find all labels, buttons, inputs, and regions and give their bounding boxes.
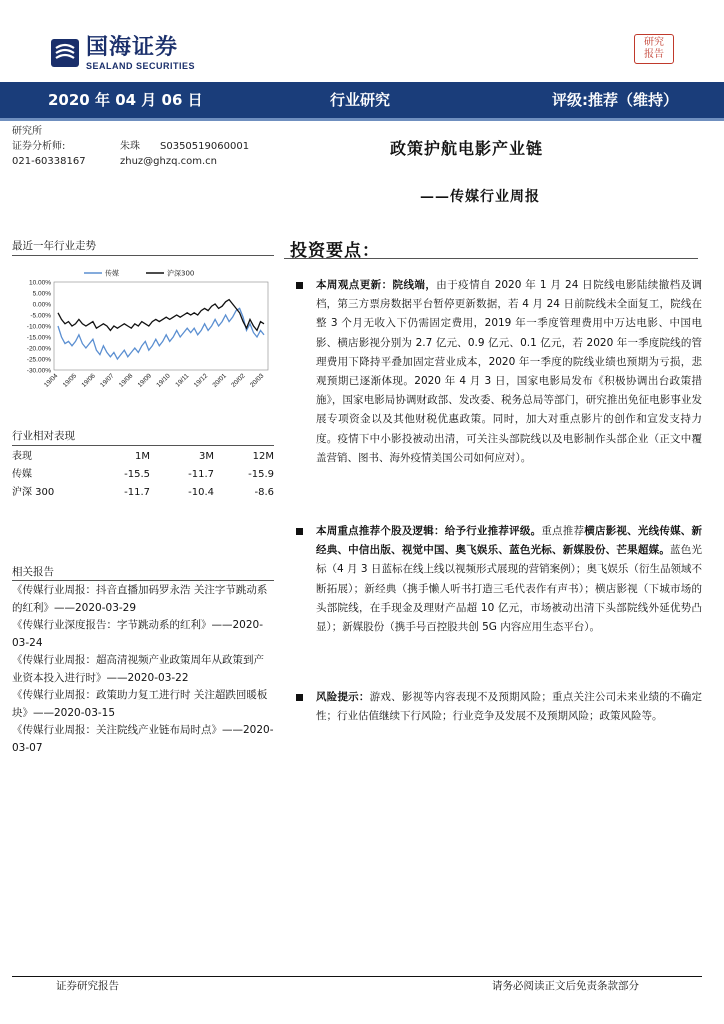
analyst-email[interactable]: zhuz@ghzq.com.cn xyxy=(120,156,218,167)
report-subtitle: ——传媒行业周报 xyxy=(420,189,540,205)
x-tick-label: 20/02 xyxy=(230,372,247,389)
picks-stocks: 横店影视、光线传媒、新经典、中信出版、视觉中国、奥飞娱乐、蓝色光标、新媒股份、芒果超媒。 xyxy=(316,525,703,557)
viewpoint-text: 由于疫情自 2020 年 1 月 24 日院线电影陆续撤档及调档，第三方票房数据平台暂停更新数据，若 4 月 24 日前院线未全面复工，院线在整 3 个月无收入下仍需固定费用，2019 年一季度管理费用中万达电影、中国电影、横店影视分别为 2.7 亿元、0.9 亿元、0.1 亿元，若 2020 年一季度院线的管理费用下降持平叠加固定营业成本，2020 年一季度的院线业绩也预期为亏损，悲观预期已逐渐体现。2020 年 4 月 3 日，国家电影局发布《积极协调出台政策措施》，国家电影局协调财政部、发改委、税务总局等部门，研究推出免征电影事业发展专项资金以及其他财税优惠政策。同时，加大对重点影片的创作和宣发支持力度。疫情下中小影投被动出清，可关注头部院线以及电影制作头部企业（正文中覆盖营销、图书、海外疫情美国公司如何应对）。 xyxy=(316,279,702,464)
performance-table xyxy=(12,448,274,502)
list-item[interactable]: 《传媒行业周报：政策助力复工进行时 关注超跌回暖板块》——2020-03-15 xyxy=(12,689,268,719)
x-tick-label: 19/05 xyxy=(61,372,79,389)
table-header-cell: 1M xyxy=(135,451,150,462)
report-date: 2020 年 04 月 06 日 xyxy=(48,91,203,109)
analyst-name: 朱珠 xyxy=(120,141,140,152)
table-cell: -10.4 xyxy=(188,487,214,498)
sealand-logo-icon xyxy=(50,38,80,68)
analyst-phone: 021-60338167 xyxy=(12,156,86,167)
header-stripe xyxy=(0,118,724,121)
list-item[interactable]: 《传媒行业周报：关注院线产业链布局时点》——2020-03-07 xyxy=(12,724,274,754)
y-tick-label: -25.00% xyxy=(26,356,51,364)
risk-text: 游戏、影视等内容表现不及预期风险；重点关注公司未来业绩的不确定性；行业估值继续下行风险；行业竞争及发展不及预期风险；政策风险等。 xyxy=(316,691,703,723)
list-item[interactable]: 《传媒行业深度报告：字节跳动系的红利》——2020-03-24 xyxy=(12,619,264,649)
seal-line-2: 报告 xyxy=(644,49,664,60)
list-item[interactable]: 《传媒行业周报：抖音直播加码罗永浩 关注字节跳动系的红利》——2020-03-29 xyxy=(12,584,268,614)
y-tick-label: 5.00% xyxy=(32,290,51,298)
table-cell: -15.5 xyxy=(124,469,150,480)
picks-text: 蓝色光标（4 月 3 日蓝标在线上线以视频形式展现的营销案例）；奥飞娱乐（衍生品领域不断拓展）；新经典（携手懒人听书打造三毛代表作有声书）；横店影视（下城市场的头部院线，在手现金及理财产品超 10 亿元，市场被动出清下头部院线外延优势凸显）；新媒股份（携手号百控股共创 5G 内容应用生态平台）。 xyxy=(316,544,703,634)
picks-label: 本周重点推荐个股及逻辑：给予行业推荐评级。 xyxy=(316,525,542,537)
reports-divider xyxy=(12,580,274,581)
y-tick-label: 0.00% xyxy=(32,301,51,309)
company-logo xyxy=(50,36,195,70)
report-category: 行业研究 xyxy=(330,91,391,109)
table-cell: -11.7 xyxy=(188,469,214,480)
y-tick-label: -20.00% xyxy=(26,345,51,353)
table-header-cell: 表现 xyxy=(12,451,32,462)
analyst-info xyxy=(12,124,249,169)
series-line-media xyxy=(58,308,264,359)
y-tick-label: -15.00% xyxy=(26,334,51,342)
picks-paragraph xyxy=(296,522,702,637)
industry-trend-chart xyxy=(10,262,276,410)
report-title: 政策护航电影产业链 xyxy=(390,139,544,158)
risk-label: 风险提示： xyxy=(316,691,370,703)
x-tick-label: 19/04 xyxy=(42,372,60,389)
bullet-icon xyxy=(296,694,303,701)
logo-name-cn: 国海证券 xyxy=(86,34,179,60)
table-cell: 沪深 300 xyxy=(12,487,55,498)
table-cell: -8.6 xyxy=(254,487,274,498)
investment-title: 投资要点： xyxy=(290,241,380,261)
table-header-cell: 12M xyxy=(252,451,274,462)
viewpoint-paragraph xyxy=(296,276,702,468)
table-cell: -15.9 xyxy=(248,469,274,480)
legend-label: 沪深300 xyxy=(167,269,195,278)
footer-disclaimer: 请务必阅读正文后免责条款部分 xyxy=(492,980,639,992)
trend-heading: 最近一年行业走势 xyxy=(12,240,96,252)
x-tick-label: 19/11 xyxy=(174,372,191,389)
picks-intro: 重点推荐 xyxy=(541,525,585,537)
x-tick-label: 19/12 xyxy=(192,372,210,389)
table-row xyxy=(12,466,274,484)
table-header-row xyxy=(12,448,274,466)
legend-label: 传媒 xyxy=(105,269,119,278)
viewpoint-label: 本周观点更新：院线端， xyxy=(316,279,437,291)
logo-name-en: SEALAND SECURITIES xyxy=(86,60,196,71)
seal-line-1: 研究 xyxy=(644,37,664,48)
table-header-cell: 3M xyxy=(199,451,214,462)
report-rating: 评级:推荐（维持） xyxy=(552,91,678,109)
analyst-id: S0350519060001 xyxy=(160,141,250,152)
x-tick-label: 19/08 xyxy=(117,372,135,389)
risk-paragraph xyxy=(296,688,702,726)
performance-divider xyxy=(12,445,274,446)
table-cell: 传媒 xyxy=(12,469,32,480)
footer-left: 证券研究报告 xyxy=(56,980,119,992)
analyst-label: 证券分析师: xyxy=(12,141,66,152)
x-tick-label: 19/07 xyxy=(99,372,116,389)
x-tick-label: 19/06 xyxy=(80,372,97,389)
table-row xyxy=(12,484,274,502)
y-tick-label: -5.00% xyxy=(30,312,51,320)
list-item[interactable]: 《传媒行业周报：超高清视频产业政策周年从政策到产业资本投入进行时》——2020-03-22 xyxy=(12,654,264,684)
trend-divider xyxy=(12,255,274,256)
footer-divider xyxy=(12,976,702,977)
y-tick-label: 10.00% xyxy=(28,279,51,287)
report-seal xyxy=(634,34,674,64)
x-tick-label: 20/03 xyxy=(248,372,266,389)
dept-label: 研究所 xyxy=(12,126,42,137)
x-tick-label: 20/01 xyxy=(211,372,228,389)
x-tick-label: 19/10 xyxy=(155,372,172,389)
performance-heading: 行业相对表现 xyxy=(12,430,75,442)
reports-heading: 相关报告 xyxy=(12,566,54,578)
x-tick-label: 19/09 xyxy=(136,372,154,389)
header-bar xyxy=(0,82,724,118)
bullet-icon xyxy=(296,528,303,535)
related-reports-list xyxy=(12,582,274,757)
y-tick-label: -30.00% xyxy=(26,367,51,375)
bullet-icon xyxy=(296,282,303,289)
y-tick-label: -10.00% xyxy=(26,323,51,331)
investment-divider xyxy=(284,258,698,259)
table-cell: -11.7 xyxy=(124,487,150,498)
